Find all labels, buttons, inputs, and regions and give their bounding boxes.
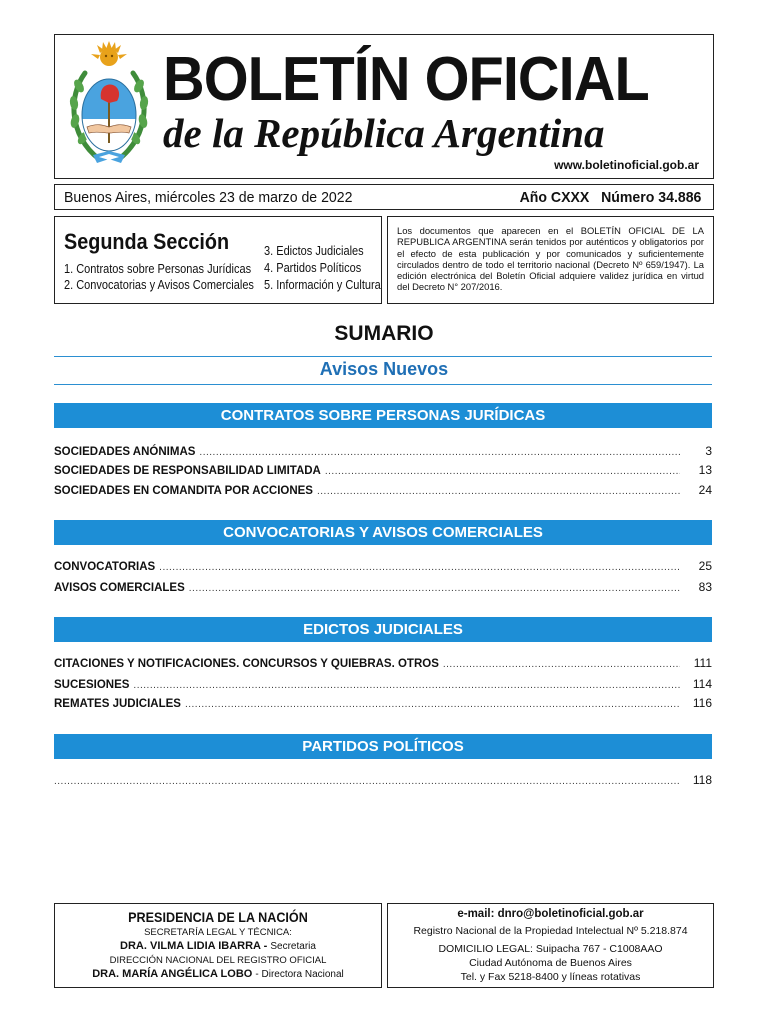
- legal-notice: Los documentos que aparecen en el BOLETÍN OFICIAL DE LA REPUBLICA ARGENTINA serán tenidos por auténticos y obligatorios por el efecto de esta publicación y por comunicados y suficientemente circulados dentro de todo el territorio nacional (Decreto Nº 659/1947). La edición electrónica del Boletín Oficial adquiere validez jurídica en virtud del Decreto N° 207/2016.: [397, 225, 704, 293]
- website-link[interactable]: www.boletinoficial.gob.ar: [554, 158, 699, 172]
- footer-ciudad: Ciudad Autónoma de Buenos Aires: [469, 957, 632, 969]
- footer-email[interactable]: e-mail: dnro@boletinoficial.gob.ar: [457, 908, 644, 920]
- toc-entry-page: 13: [698, 463, 712, 477]
- footer-director-role: - Directora Nacional: [255, 969, 344, 980]
- footer-secretary-name: DRA. VILMA LIDIA IBARRA -: [120, 940, 268, 952]
- footer-telefono: Tel. y Fax 5218-8400 y líneas rotativas: [460, 971, 641, 983]
- toc-entry-label: SOCIEDADES DE RESPONSABILIDAD LIMITADA: [54, 465, 321, 477]
- toc-entry[interactable]: [54, 773, 712, 789]
- section-item: 2. Convocatorias y Avisos Comerciales: [64, 278, 254, 292]
- avisos-nuevos-title: Avisos Nuevos: [319, 359, 449, 379]
- sumario-title: SUMARIO: [334, 322, 434, 345]
- footer-directorate: DIRECCIÓN NACIONAL DEL REGISTRO OFICIAL: [109, 955, 327, 966]
- toc-entry-label: CONVOCATORIAS: [54, 561, 156, 573]
- toc-entry[interactable]: [54, 656, 712, 672]
- toc-entry-page: 3: [705, 444, 712, 458]
- issue-number: Año CXXX Número 34.886: [519, 189, 701, 206]
- footer-secretary-role: Secretaria: [270, 941, 316, 952]
- footer-domicilio: DOMICILIO LEGAL: Suipacha 767 - C1008AAO: [438, 943, 663, 955]
- toc-entry[interactable]: [54, 677, 712, 693]
- toc-entry-page: 25: [698, 559, 712, 573]
- toc-entry-page: 118: [692, 773, 712, 787]
- section-item: 5. Información y Cultura: [264, 278, 381, 292]
- publication-date: Buenos Aires, miércoles 23 de marzo de 2022: [64, 189, 353, 206]
- section-item: 3. Edictos Judiciales: [264, 244, 364, 258]
- toc-leader-dots: [317, 486, 680, 497]
- toc-entry[interactable]: [54, 483, 712, 499]
- toc-leader-dots: [133, 680, 680, 691]
- toc-entry[interactable]: [54, 444, 712, 460]
- footer-registro: Registro Nacional de la Propiedad Intelectual Nº 5.218.874: [413, 925, 688, 937]
- toc-entry[interactable]: [54, 580, 712, 596]
- section-banner: EDICTOS JUDICIALES: [54, 617, 712, 642]
- section-title: Segunda Sección: [64, 229, 230, 254]
- toc-leader-dots: [159, 562, 680, 573]
- toc-entry-page: 83: [698, 580, 712, 594]
- toc-leader-dots: [189, 583, 680, 594]
- date-bar: [54, 184, 714, 210]
- toc-entry-label: CITACIONES Y NOTIFICACIONES. CONCURSOS Y QUIEBRAS. OTROS: [54, 658, 439, 670]
- toc-entry-label: SUCESIONES: [54, 679, 130, 691]
- masthead-title: BOLETÍN OFICIAL: [163, 45, 649, 114]
- toc-entry[interactable]: [54, 463, 712, 479]
- footer-presidency: [54, 903, 382, 988]
- toc-leader-dots: [54, 776, 680, 787]
- toc-leader-dots: [325, 466, 680, 477]
- masthead-subtitle: de la República Argentina: [163, 110, 605, 156]
- masthead: [54, 34, 714, 179]
- footer-secretariat: SECRETARÍA LEGAL Y TÉCNICA:: [144, 927, 292, 938]
- section-box: [54, 216, 382, 304]
- toc-entry-page: 114: [692, 677, 712, 691]
- footer-org: PRESIDENCIA DE LA NACIÓN: [128, 909, 308, 925]
- toc-entry-label: AVISOS COMERCIALES: [54, 582, 185, 594]
- toc-entry[interactable]: [54, 559, 712, 575]
- section-item: 4. Partidos Políticos: [264, 261, 362, 275]
- toc-entry[interactable]: [54, 696, 712, 712]
- section-banner: CONTRATOS SOBRE PERSONAS JURÍDICAS: [54, 403, 712, 428]
- toc-entry-label: SOCIEDADES ANÓNIMAS: [54, 446, 196, 458]
- toc-leader-dots: [185, 699, 680, 710]
- toc-entry-page: 116: [692, 696, 712, 710]
- footer-director-name: DRA. MARÍA ANGÉLICA LOBO: [92, 968, 253, 980]
- footer-contact: [387, 903, 714, 988]
- toc-entry-label: SOCIEDADES EN COMANDITA POR ACCIONES: [54, 485, 313, 497]
- toc-leader-dots: [443, 659, 680, 670]
- section-item: 1. Contratos sobre Personas Jurídicas: [64, 262, 252, 276]
- toc-entry-label: REMATES JUDICIALES: [54, 698, 181, 710]
- footer-director: [55, 968, 381, 980]
- legal-notice-box: [387, 216, 714, 304]
- coat-of-arms-icon: [63, 41, 155, 173]
- section-banner: CONVOCATORIAS Y AVISOS COMERCIALES: [54, 520, 712, 545]
- footer-secretary: [55, 940, 381, 952]
- toc-entry-page: 111: [693, 656, 712, 670]
- section-banner: PARTIDOS POLÍTICOS: [54, 734, 712, 759]
- toc-entry-page: 24: [698, 483, 712, 497]
- toc-leader-dots: [199, 447, 680, 458]
- divider: [54, 356, 712, 357]
- divider: [54, 384, 712, 385]
